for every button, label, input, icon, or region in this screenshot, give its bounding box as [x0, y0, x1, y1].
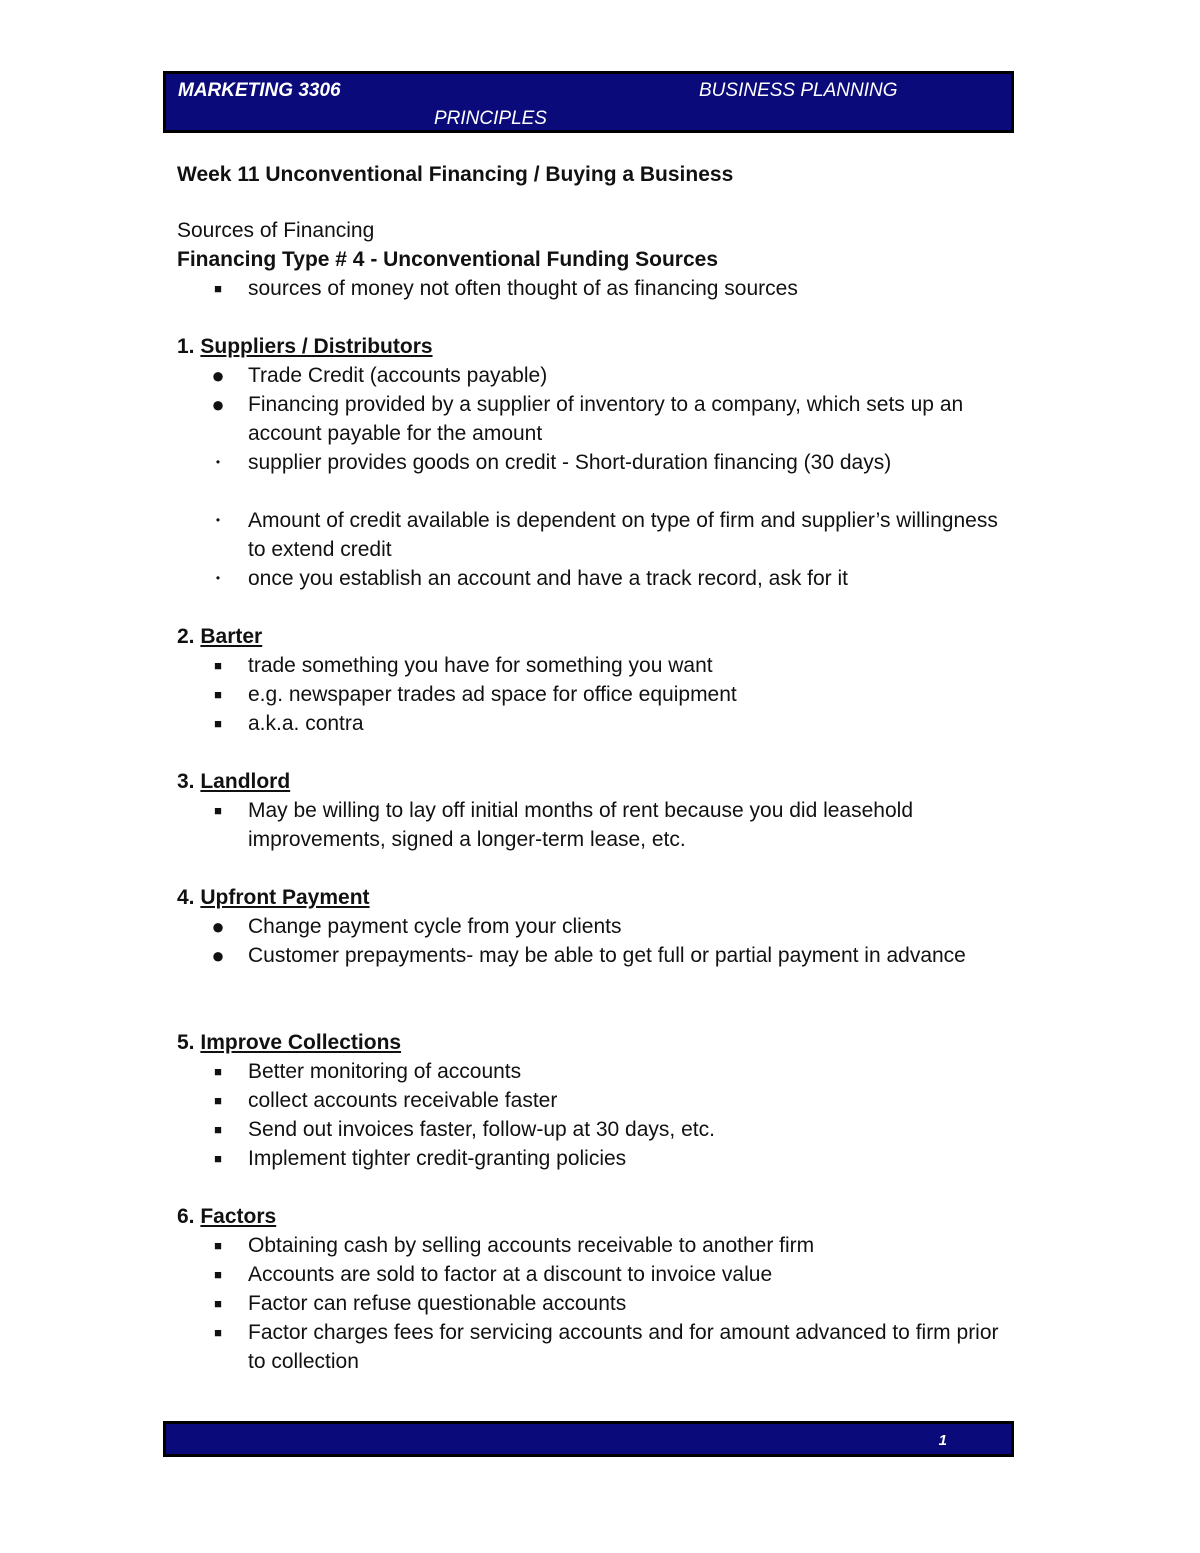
section-improve-collections	[177, 1028, 1017, 1173]
section-list	[177, 912, 1017, 970]
list-item: ■ Accounts are sold to factor at a discount to invoice value	[177, 1260, 1017, 1289]
section-list	[177, 651, 1017, 738]
list-item: ● Financing provided by a supplier of inventory to a company, which sets up an account payable for the amount	[211, 392, 964, 445]
small-bullet-icon: •	[215, 455, 221, 469]
document-body	[177, 160, 1017, 1376]
list-item: ■ Factor can refuse questionable accounts	[177, 1289, 1017, 1318]
document-title: Week 11 Unconventional Financing / Buying a Business	[177, 163, 734, 186]
list-item: ■ e.g. newspaper trades ad space for office equipment	[177, 680, 1017, 709]
round-bullet-icon: ●	[211, 363, 225, 388]
sources-heading: Sources of Financing	[177, 219, 375, 242]
list-item: ■ Better monitoring of accounts	[177, 1057, 1017, 1086]
small-bullet-icon: •	[215, 571, 221, 585]
list-item: • once you establish an account and have a track record, ask for it	[177, 564, 1017, 593]
section-heading: 2. Barter	[177, 625, 263, 648]
section-list	[177, 1057, 1017, 1173]
section-barter	[177, 622, 1017, 738]
list-item: ■ Implement tighter credit-granting policies	[177, 1144, 1017, 1173]
square-bullet-icon: ■	[214, 1267, 222, 1282]
section-list	[177, 361, 1017, 593]
square-bullet-icon: ■	[214, 658, 222, 673]
section-list	[177, 1231, 1017, 1376]
list-item: ● Change payment cycle from your clients	[211, 914, 622, 939]
square-bullet-icon: ■	[214, 1296, 222, 1311]
list-item: ● Trade Credit (accounts payable)	[211, 363, 548, 388]
list-item: ● Customer prepayments- may be able to get full or partial payment in advance	[211, 943, 966, 968]
section-heading: 4. Upfront Payment	[177, 886, 370, 909]
square-bullet-icon: ■	[214, 1122, 222, 1137]
square-bullet-icon: ■	[214, 1151, 222, 1166]
section-suppliers	[177, 332, 1017, 593]
section-landlord	[177, 767, 1017, 854]
section-heading: 5. Improve Collections	[177, 1031, 402, 1054]
page-number: 1	[938, 1432, 947, 1449]
section-heading: 6. Factors	[177, 1205, 277, 1228]
section-factors	[177, 1202, 1017, 1376]
list-item: • supplier provides goods on credit - Short-duration financing (30 days)	[177, 448, 1017, 477]
course-title-line-1: BUSINESS PLANNING	[699, 80, 898, 101]
square-bullet-icon: ■	[214, 803, 222, 818]
square-bullet-icon: ■	[214, 716, 222, 731]
course-code: MARKETING 3306	[178, 80, 341, 101]
round-bullet-icon: ●	[211, 914, 225, 939]
round-bullet-icon: ●	[211, 943, 225, 968]
square-bullet-icon: ■	[214, 1064, 222, 1079]
section-list	[177, 796, 1017, 854]
list-item: ■ Obtaining cash by selling accounts receivable to another firm	[177, 1231, 1017, 1260]
list-item: ■ Send out invoices faster, follow-up at 30 days, etc.	[177, 1115, 1017, 1144]
small-bullet-icon: •	[215, 513, 221, 527]
square-bullet-icon: ■	[214, 687, 222, 702]
list-item: ■ May be willing to lay off initial months of rent because you did leasehold improvements, signed a longer-term lease, etc.	[177, 796, 1017, 854]
list-item: ■ sources of money not often thought of as financing sources	[177, 274, 1017, 303]
intro-list	[177, 274, 1017, 303]
list-item: ■ a.k.a. contra	[177, 709, 1017, 738]
financing-type-heading: Financing Type # 4 - Unconventional Funding Sources	[177, 248, 718, 271]
round-bullet-icon: ●	[211, 392, 225, 417]
list-item: ■ trade something you have for something you want	[177, 651, 1017, 680]
section-upfront-payment	[177, 883, 1017, 970]
section-heading: 1. Suppliers / Distributors	[177, 335, 433, 358]
footer-bar	[163, 1421, 1014, 1457]
list-item: ■ collect accounts receivable faster	[177, 1086, 1017, 1115]
square-bullet-icon: ■	[214, 1325, 222, 1340]
course-title-line-2: PRINCIPLES	[434, 108, 547, 129]
header-bar	[163, 71, 1014, 133]
square-bullet-icon: ■	[214, 281, 222, 296]
list-item: ■ Factor charges fees for servicing accounts and for amount advanced to firm prior to collection	[177, 1318, 1017, 1376]
list-item: • Amount of credit available is dependent on type of firm and supplier’s willingness to extend credit	[177, 506, 1017, 564]
square-bullet-icon: ■	[214, 1093, 222, 1108]
section-heading: 3. Landlord	[177, 770, 291, 793]
square-bullet-icon: ■	[214, 1238, 222, 1253]
